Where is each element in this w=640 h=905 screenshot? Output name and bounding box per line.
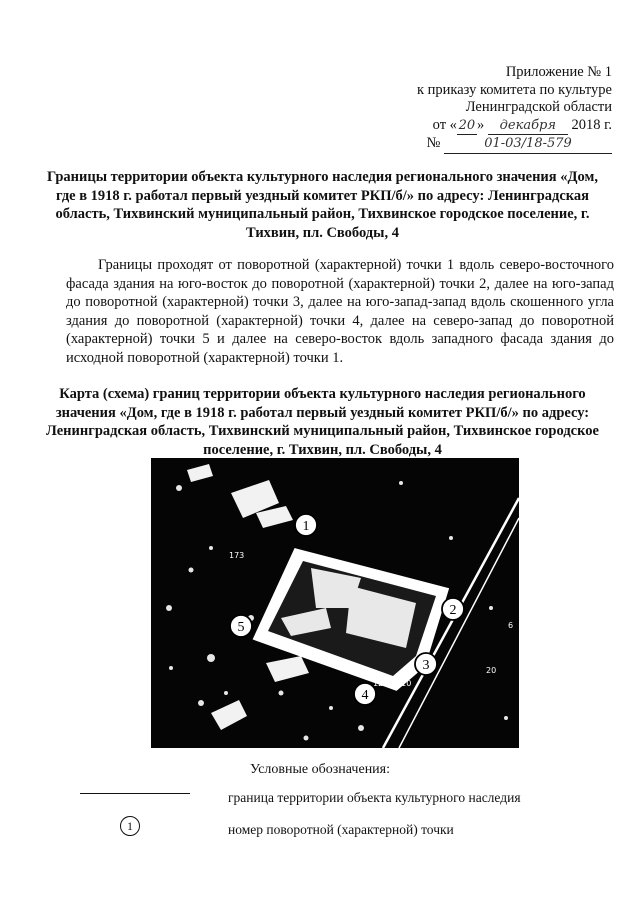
svg-text:5: 5 <box>237 620 245 635</box>
turning-point-1 <box>295 514 317 536</box>
handwritten-number: 01-03/18-579 <box>444 135 612 154</box>
svg-text:2: 2 <box>449 603 457 618</box>
legend-point-symbol: 1 <box>120 816 140 836</box>
handwritten-day: 20 <box>457 117 477 136</box>
appendix-order-ref: к приказу комитета по культуре <box>416 81 612 98</box>
appendix-number: Приложение № 1 <box>505 64 612 80</box>
appendix-region: Ленинградской области <box>465 99 612 115</box>
svg-text:3: 3 <box>422 658 430 673</box>
legend-point-text: номер поворотной (характерной) точки <box>228 822 454 837</box>
legend-title: Условные обозначения: <box>249 762 391 777</box>
legend-boundary-line <box>80 793 190 794</box>
parcel-label: 173 <box>229 551 245 560</box>
map-title: Карта (схема) границ территории объекта культурного наследия регионального значения «Дом, где в 1918 г. работал первый уездный комитет РКП/б/» по адресу: Ленинградская область, Тихвинский муниципальный район, Тихвинское городское поселение, г. Тихвин, пл. Свободы, 4 <box>46 386 599 458</box>
map-image <box>151 458 519 748</box>
boundary-map <box>151 458 519 748</box>
appendix-order-number: № 01-03/18-579 <box>312 135 612 154</box>
appendix-header <box>312 64 612 154</box>
boundary-description: Границы проходят от поворотной (характерной) точки 1 вдоль северо-восточного фасада здания на юго-восток до поворотной (характерной) точки 2, далее на юго-запад до поворотной (характерной) точки 3, далее на юго-запад-запад вдоль скошенного угла здания до поворотной (характерной) точки 4, далее на северо-запад до поворотной (характерной) точки 5 и далее на северо-восток вдоль западного фасада здания до исходной поворотной (характерной) точки 1. <box>66 257 614 366</box>
turning-point-4 <box>354 683 376 705</box>
legend-boundary-text: граница территории объекта культурного наследия <box>228 790 521 805</box>
svg-text:4: 4 <box>361 688 369 703</box>
turning-point-5 <box>230 615 252 637</box>
svg-text:1: 1 <box>302 519 310 534</box>
turning-point-2 <box>442 598 464 620</box>
turning-point-3 <box>415 653 437 675</box>
handwritten-month: декабря <box>488 117 568 136</box>
parcel-label: 6 <box>508 621 514 630</box>
parcel-label: 20 <box>486 666 497 675</box>
parcel-label: 12:02010 <box>373 679 412 688</box>
document-title: Границы территории объекта культурного наследия регионального значения «Дом, где в 1918 г. работал первый уездный комитет РКП/б/» по адресу: Ленинградская область, Тихвинский муниципальный район, Тихвинское городское поселение, г. Тихвин, пл. Свободы, 4 <box>47 169 598 241</box>
appendix-date: от « 20 » декабря 2018 г. <box>312 117 612 136</box>
